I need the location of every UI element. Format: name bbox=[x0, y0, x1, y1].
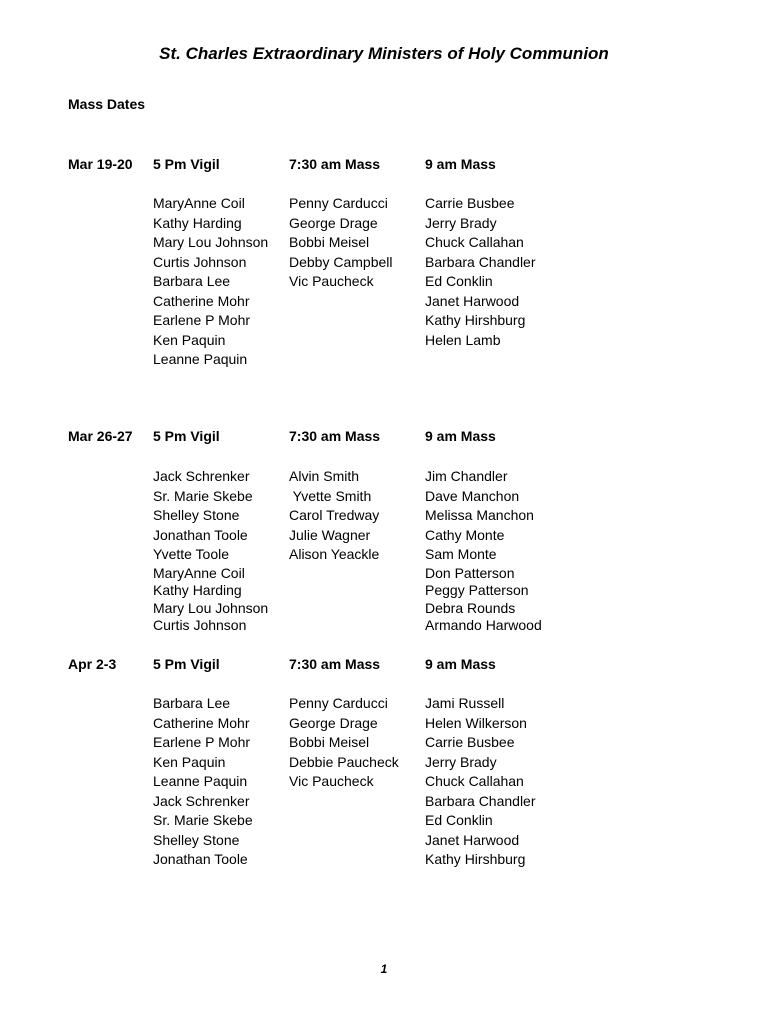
minister-name: Don Patterson bbox=[425, 564, 515, 581]
minister-name: Debra Rounds bbox=[425, 599, 516, 616]
minister-name: Peggy Patterson bbox=[425, 582, 529, 599]
minister-name: Sr. Marie Skebe bbox=[153, 812, 253, 828]
minister-name: Jami Russell bbox=[425, 695, 505, 711]
minister-name: Kathy Hirshburg bbox=[425, 851, 526, 867]
minister-name: Helen Wilkerson bbox=[425, 714, 527, 731]
minister-name: Barbara Chandler bbox=[425, 792, 536, 809]
vigil-header: 5 Pm Vigil bbox=[153, 428, 220, 444]
minister-name: Melissa Manchon bbox=[425, 507, 534, 523]
minister-name: Ed Conklin bbox=[425, 812, 493, 828]
minister-name: Janet Harwood bbox=[425, 831, 520, 848]
section-heading: Mass Dates bbox=[68, 96, 146, 112]
minister-name: Curtis Johnson bbox=[153, 253, 247, 270]
minister-name: Barbara Chandler bbox=[425, 253, 536, 270]
late-mass-minister-list bbox=[425, 694, 536, 870]
minister-name: Shelley Stone bbox=[153, 831, 240, 848]
mass-date: Mar 19-20 bbox=[68, 156, 133, 172]
minister-name: MaryAnne Coil bbox=[153, 564, 245, 581]
late-mass-header: 9 am Mass bbox=[425, 156, 496, 172]
minister-name: George Drage bbox=[289, 714, 378, 731]
minister-name: Debby Campbell bbox=[289, 253, 393, 270]
vigil-minister-list bbox=[153, 467, 268, 635]
minister-name: Leanne Paquin bbox=[153, 351, 248, 367]
late-mass-header: 9 am Mass bbox=[425, 428, 496, 444]
minister-name: Bobbi Meisel bbox=[289, 234, 370, 250]
minister-name: Kathy Harding bbox=[153, 214, 242, 231]
minister-name: Jack Schrenker bbox=[153, 468, 250, 484]
late-mass-minister-list bbox=[425, 194, 536, 350]
late-mass-header: 9 am Mass bbox=[425, 656, 496, 672]
early-mass-header: 7:30 am Mass bbox=[289, 156, 381, 172]
minister-name: Ken Paquin bbox=[153, 331, 226, 348]
early-mass-minister-list bbox=[289, 694, 399, 792]
minister-name: Earlene P Mohr bbox=[153, 734, 251, 750]
minister-name: Bobbi Meisel bbox=[289, 734, 370, 750]
minister-name: Penny Carducci bbox=[289, 695, 388, 711]
minister-name: Vic Paucheck bbox=[289, 773, 374, 789]
minister-name: Yvette Toole bbox=[153, 546, 230, 562]
early-mass-header: 7:30 am Mass bbox=[289, 656, 381, 672]
page-number: 1 bbox=[380, 962, 388, 976]
minister-name: Barbara Lee bbox=[153, 273, 231, 289]
minister-name: Julie Wagner bbox=[289, 526, 371, 543]
minister-name: Jonathan Toole bbox=[153, 526, 248, 543]
mass-date: Apr 2-3 bbox=[68, 656, 117, 672]
minister-name: Chuck Callahan bbox=[425, 234, 524, 250]
minister-name: Barbara Lee bbox=[153, 695, 231, 711]
vigil-header: 5 Pm Vigil bbox=[153, 656, 220, 672]
minister-name: Kathy Harding bbox=[153, 582, 242, 599]
minister-name: Jim Chandler bbox=[425, 468, 508, 484]
minister-name: Catherine Mohr bbox=[153, 292, 250, 309]
minister-name: Yvette Smith bbox=[289, 487, 372, 504]
minister-name: Catherine Mohr bbox=[153, 714, 250, 731]
minister-name: Carrie Busbee bbox=[425, 734, 515, 750]
vigil-minister-list bbox=[153, 194, 268, 370]
vigil-minister-list bbox=[153, 694, 253, 870]
minister-name: Carol Tredway bbox=[289, 507, 380, 523]
minister-name: George Drage bbox=[289, 214, 378, 231]
minister-name: Dave Manchon bbox=[425, 487, 520, 504]
minister-name: Kathy Hirshburg bbox=[425, 312, 526, 328]
minister-name: Leanne Paquin bbox=[153, 773, 248, 789]
minister-name: Cathy Monte bbox=[425, 526, 505, 543]
minister-name: Sam Monte bbox=[425, 546, 497, 562]
page-title: St. Charles Extraordinary Ministers of Holy Communion bbox=[159, 44, 609, 63]
early-mass-minister-list bbox=[289, 467, 379, 565]
mass-date: Mar 26-27 bbox=[68, 428, 133, 444]
minister-name: Debbie Paucheck bbox=[289, 753, 399, 770]
minister-name: Shelley Stone bbox=[153, 507, 240, 523]
minister-name: Armando Harwood bbox=[425, 617, 542, 634]
minister-name: Vic Paucheck bbox=[289, 273, 374, 289]
minister-name: Penny Carducci bbox=[289, 195, 388, 211]
minister-name: Jonathan Toole bbox=[153, 851, 248, 867]
minister-name: Mary Lou Johnson bbox=[153, 599, 269, 616]
minister-name: Mary Lou Johnson bbox=[153, 234, 269, 250]
minister-name: Jerry Brady bbox=[425, 753, 497, 770]
minister-name: Jack Schrenker bbox=[153, 792, 250, 809]
minister-name: Helen Lamb bbox=[425, 331, 501, 348]
minister-name: Janet Harwood bbox=[425, 292, 520, 309]
early-mass-header: 7:30 am Mass bbox=[289, 428, 381, 444]
minister-name: Curtis Johnson bbox=[153, 617, 247, 634]
minister-name: Ken Paquin bbox=[153, 753, 226, 770]
minister-name: Chuck Callahan bbox=[425, 773, 524, 789]
minister-name: Alison Yeackle bbox=[289, 546, 380, 562]
minister-name: Sr. Marie Skebe bbox=[153, 487, 253, 504]
early-mass-minister-list bbox=[289, 194, 393, 292]
minister-name: Carrie Busbee bbox=[425, 195, 515, 211]
late-mass-minister-list bbox=[425, 467, 542, 635]
minister-name: Jerry Brady bbox=[425, 214, 497, 231]
minister-name: MaryAnne Coil bbox=[153, 195, 245, 211]
minister-name: Alvin Smith bbox=[289, 468, 360, 484]
minister-name: Earlene P Mohr bbox=[153, 312, 251, 328]
vigil-header: 5 Pm Vigil bbox=[153, 156, 220, 172]
minister-name: Ed Conklin bbox=[425, 273, 493, 289]
